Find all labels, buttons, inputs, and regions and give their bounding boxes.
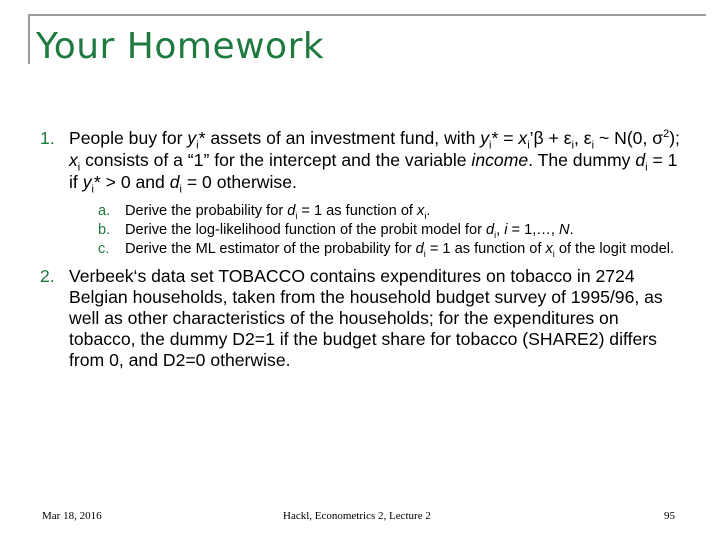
- subitem-list: [69, 203, 690, 258]
- item-number: 2.: [40, 266, 55, 286]
- homework-item-2: [40, 266, 690, 371]
- footer-course: Hackl, Econometrics 2, Lecture 2: [283, 510, 431, 522]
- title-horizontal-rule: [28, 14, 706, 16]
- subitem-letter: b.: [98, 222, 111, 238]
- subitem-a: a. Derive the probability for $d_i = 1$ as function of $x_i$.: [98, 203, 431, 221]
- subitem-b: b. Derive the log-likelihood function of the probit model for $d_i$, i = 1,…, N.: [98, 222, 574, 240]
- subitem-letter: c.: [98, 241, 110, 257]
- slide-title: Your Homework: [36, 26, 325, 67]
- page-number: 95: [664, 510, 675, 522]
- subitem-letter: a.: [98, 203, 111, 219]
- slide-body: [40, 127, 690, 371]
- subitem-c: c. Derive the ML estimator of the probability for $d_i = 1$ as function of $x_i$ of the logit model.: [98, 241, 675, 259]
- item-text: Verbeek‘s data set TOBACCO contains expenditures on tobacco in 2724 Belgian households, taken from the household budget survey of 1995/96, as well as other characteristics of the households; for the expenditures on tobacco, the dummy D2=1 if the budget share for tobacco (SHARE2) differs from 0, and D2=0 otherwise.: [69, 266, 663, 370]
- item-text: People buy for $y_i*$ assets of an investment fund, with $y_i*$ = $x_i’\beta + \varepsilon_i$, $\varepsilon_i$ ~ N(0, $\sigma^2$); $x_i$ consists of a “1” for the intercept and the variable income. The dummy $d_i = 1$ if $y_i* > 0$ and $d_i = 0$ otherwise.: [69, 128, 680, 196]
- title-vertical-rule: [28, 14, 30, 64]
- item-number: 1.: [40, 128, 55, 148]
- homework-item-1: [40, 127, 690, 258]
- footer-date: Mar 18, 2016: [42, 510, 102, 522]
